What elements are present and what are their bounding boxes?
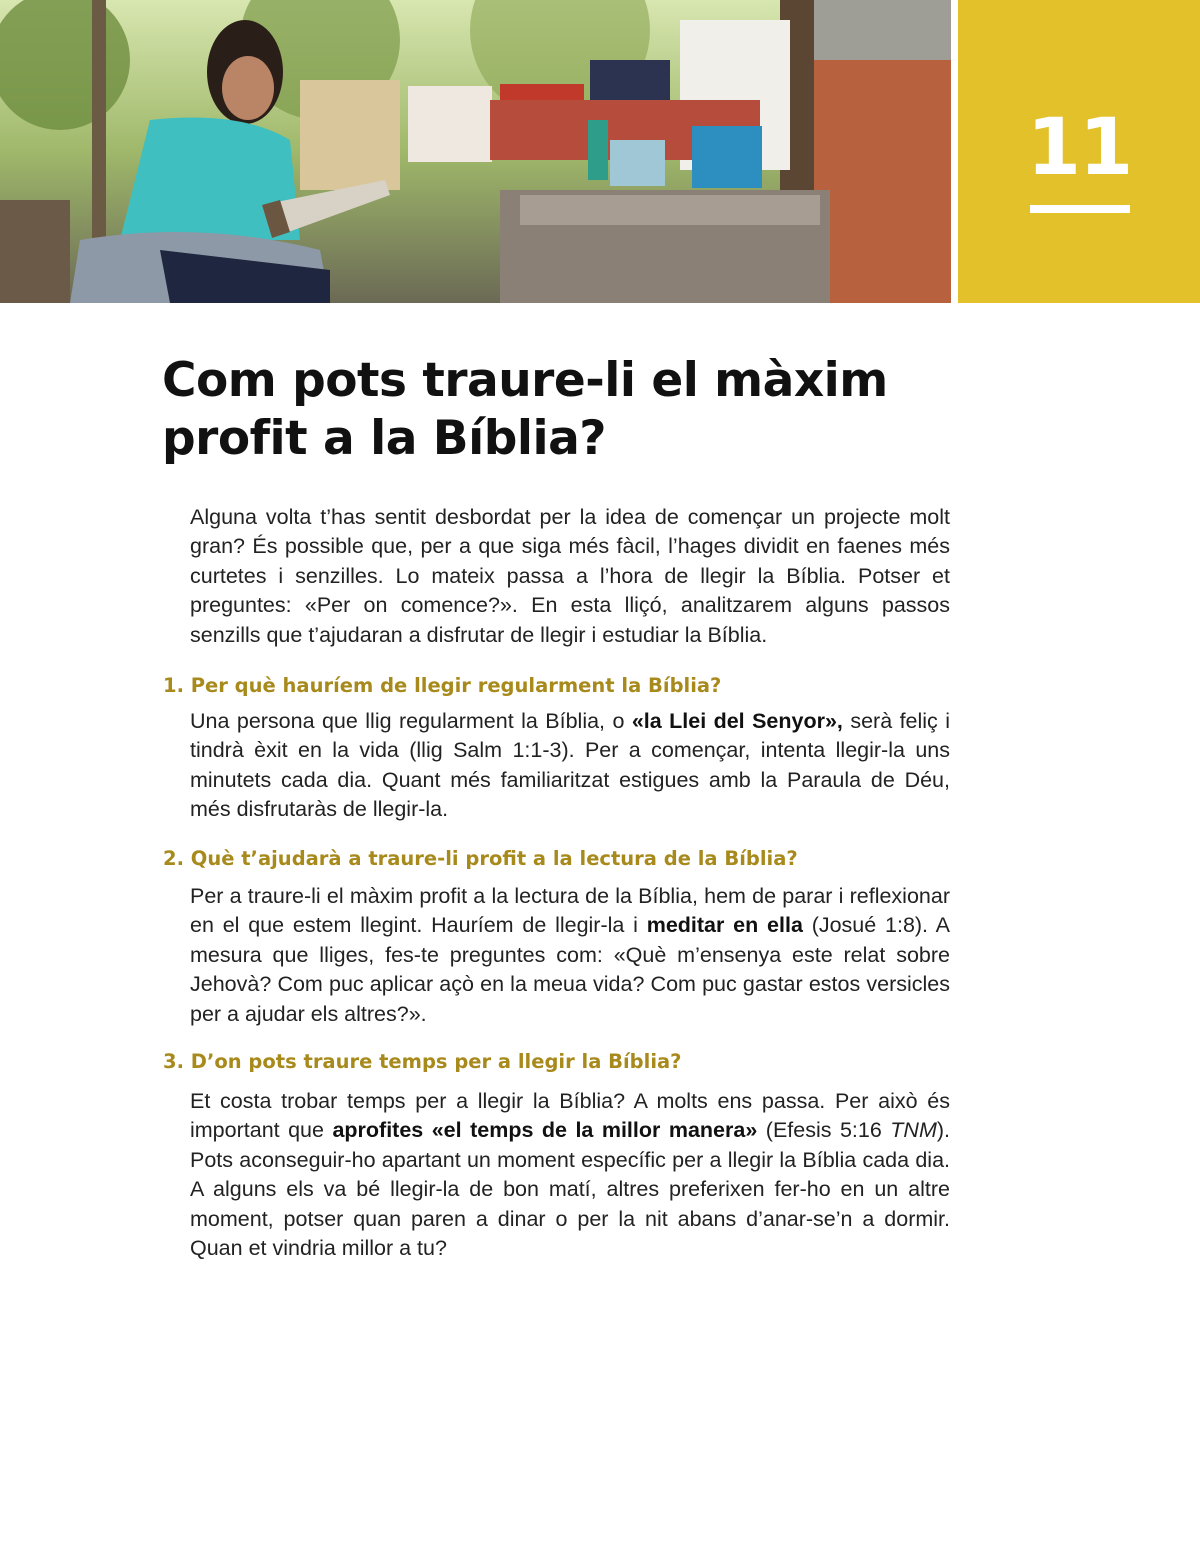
question-2: 2. Què t’ajudarà a traure-li profit a la lectura de la Bíblia? [163,847,798,870]
question-3: 3. D’on pots traure temps per a llegir la Bíblia? [163,1050,682,1073]
chapter-badge [958,0,1200,303]
answer-bold: «la Llei del Senyor», [631,709,843,733]
hero-photo [0,0,951,303]
answer-2 [190,882,950,1029]
answer-text: Per a traure-li el màxim profit a la lectura de la Bíblia, hem de parar i reflexionar en el que estem llegint. Hauríem de llegir-la i [190,884,950,938]
answer-text: Una persona que llig regularment la Bíblia, o [190,709,632,733]
answer-text: (Josué 1:8). A mesura que lliges, fes-te preguntes com: «Què m’ensenya este relat sobre Jehovà? Com puc aplicar açò en la meua vida? Com puc gastar estos versicles per a ajudar els altres?». [190,913,950,1026]
chapter-rule [1030,205,1130,213]
intro-paragraph: Alguna volta t’has sentit desbordat per la idea de començar un projecte molt gran? És possible que, per a que siga més fàcil, l’hages dividit en faenes més curtetes i senzilles. Lo mateix passa a l’hora de llegir la Bíblia. Potser et preguntes: «Per on comence?». En esta lliçó, analitzarem alguns passos senzills que t’ajudaran a disfrutar de llegir i estudiar la Bíblia. [190,505,950,647]
answer-text: ). Pots aconseguir-ho apartant un moment específic per a llegir la Bíblia cada dia. A alguns els va bé llegir-la de bon matí, altres preferixen fer-ho en un altre moment, potser quan paren a dinar o per la nit abans d’anar-se’n a dormir. Quan et vindria millor a tu? [190,1118,950,1261]
page-title: Com pots traure-li el màxim profit a la Bíblia? [162,353,888,466]
chapter-number: 11 [1026,103,1132,193]
answer-bold: meditar en ella [646,913,803,938]
answer-italic: TNM [890,1118,937,1143]
answer-text: (Efesis 5:16 [757,1118,891,1143]
answer-bold: aprofites «el temps de la millor manera» [332,1118,758,1143]
question-1: 1. Per què hauríem de llegir regularment la Bíblia? [163,674,722,697]
hero-illustration [0,0,951,303]
answer-1 [190,707,950,825]
answer-3 [190,1087,950,1263]
answer-text: serà feliç i tindrà èxit en la vida (llig Salm 1:1-3). Per a començar, intenta llegir-la uns minutets cada dia. Quant més familiaritzat estigues amb la Paraula de Déu, més disfrutaràs de llegir-la. [190,709,950,822]
answer-text: Et costa trobar temps per a llegir la Bíblia? A molts ens passa. Per això és important que [190,1089,950,1143]
